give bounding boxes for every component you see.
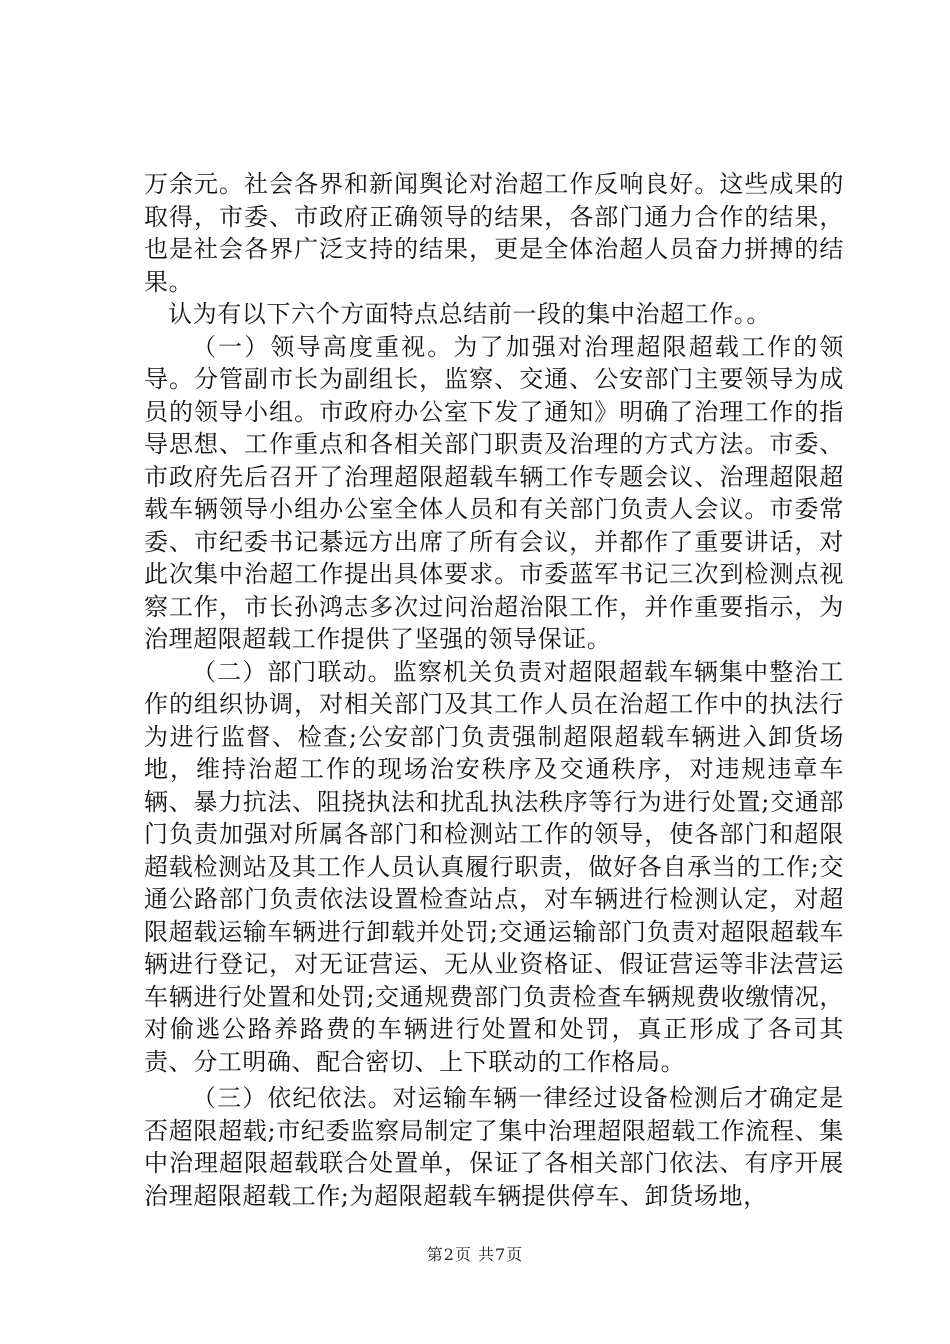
page-number-footer: 第2页 共7页: [426, 1245, 524, 1264]
paragraph-lawful-enforcement: （三）依纪依法。对运输车辆一律经过设备检测后才确定是否超限超载;市纪委监察局制定了集中治理超限超载工作流程、集中治理超限超载联合处置单，保证了各相关部门依法、有序开展治理超限超载工作;为超限超载车辆提供停车、卸货场地，: [144, 1084, 844, 1210]
paragraph-summary-intro: 认为有以下六个方面特点总结前一段的集中治超工作。。: [168, 300, 771, 328]
paragraph-results: 万余元。社会各界和新闻舆论对治超工作反响良好。这些成果的取得，市委、市政府正确领导的结果，各部门通力合作的结果，也是社会各界广泛支持的结果，更是全体治超人员奋力拼搏的结果。: [144, 170, 844, 296]
paragraph-department-linkage: （二）部门联动。监察机关负责对超限超载车辆集中整治工作的组织协调，对相关部门及其工作人员在治超工作中的执法行为进行监督、检查;公安部门负责强制超限超载车辆进入卸货场地，维持治超工作的现场治安秩序及交通秩序，对违规违章车辆、暴力抗法、阻挠执法和扰乱执法秩序等行为进行处置;交通部门负责加强对所属各部门和检测站工作的领导，使各部门和超限超载检测站及其工作人员认真履行职责，做好各自承当的工作;交通公路部门负责依法设置检查站点，对车辆进行检测认定，对超限超载运输车辆进行卸载并处罚;交通运输部门负责对超限超载车辆进行登记，对无证营运、无从业资格证、假证营运等非法营运车辆进行处置和处罚;交通规费部门负责检查车辆规费收缴情况，对偷逃公路养路费的车辆进行处置和处罚，真正形成了各司其责、分工明确、配合密切、上下联动的工作格局。: [144, 657, 844, 1076]
document-body: [144, 168, 844, 1212]
paragraph-leadership: （一）领导高度重视。为了加强对治理超限超载工作的领导。分管副市长为副组长，监察、交通、公安部门主要领导为成员的领导小组。市政府办公室下发了通知》明确了治理工作的指导思想、工作重点和各相关部门职责及治理的方式方法。市委、市政府先后召开了治理超限超载车辆工作专题会议、治理超限超载车辆领导小组办公室全体人员和有关部门负责人会议。市委常委、市纪委书记綦远方出席了所有会议，并都作了重要讲话，对此次集中治超工作提出具体要求。市委蓝军书记三次到检测点视察工作，市长孙鸿志多次过问治超治限工作，并作重要指示，为治理超限超载工作提供了坚强的领导保证。: [144, 332, 844, 653]
